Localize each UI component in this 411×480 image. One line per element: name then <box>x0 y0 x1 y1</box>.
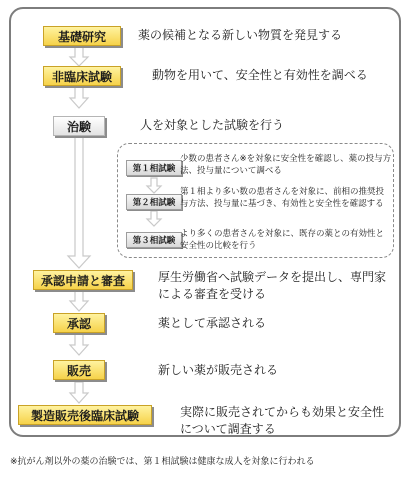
stage-label: 基礎研究 <box>57 29 106 44</box>
footnote: ※抗がん剤以外の薬の治験では、第１相試験は健康な成人を対象に行われる <box>10 457 315 467</box>
phase-3-label: 第３相試験 <box>126 232 182 248</box>
stage-basic-research-description: 薬の候補となる新しい物質を発見する <box>138 28 343 42</box>
stage-basic-research <box>43 26 121 46</box>
phase-1-description: 少数の患者さん※を対象に安全性を確認し、薬の投与方法、投与量について調べる <box>180 154 392 176</box>
phase-2-description: 第１相より多い数の患者さんを対象に、前相の推奨投与方法、投与量に基づき、有効性と安全性を確認する <box>180 187 385 209</box>
stage-nonclinical-test <box>43 66 121 86</box>
stage-approval <box>53 313 105 333</box>
stage-post-marketing-trial-description: 実際に販売されてからも効果と安全性について調査する <box>180 405 385 436</box>
stage-clinical-trial-description: 人を対象とした試験を行う <box>140 118 285 132</box>
stage-clinical-trial <box>53 116 105 136</box>
stage-nonclinical-test-description: 動物を用いて、安全性と有効性を調べる <box>152 68 368 82</box>
arrow-down-3 <box>68 136 90 268</box>
stage-post-marketing-trial <box>18 405 152 425</box>
stage-label: 非臨床試験 <box>51 69 112 84</box>
arrow-down-5 <box>70 334 88 355</box>
stage-approval-description: 薬として承認される <box>158 316 267 330</box>
stage-label: 承認 <box>66 316 91 331</box>
stage-approval-application-description: 厚生労働省へ試験データを提出し、専門家による審査を受ける <box>158 270 387 301</box>
stage-label: 製造販売後臨床試験 <box>30 408 139 423</box>
arrow-down-6 <box>70 382 88 403</box>
stage-approval-application <box>33 270 133 290</box>
phase-3-description: より多くの患者さんを対象に、既存の薬との有効性と安全性の比較を行う <box>180 229 385 251</box>
stage-label: 販売 <box>66 363 91 378</box>
phase-1-label: 第１相試験 <box>126 160 182 176</box>
arrow-down-1 <box>70 47 88 66</box>
stage-label: 治験 <box>66 119 91 134</box>
arrow-down-4 <box>70 291 88 311</box>
arrow-down-2 <box>70 87 88 108</box>
stage-label: 承認申請と審査 <box>40 273 125 288</box>
stage-sales-description: 新しい薬が販売される <box>158 363 279 377</box>
stage-sales <box>53 360 105 380</box>
phase-2-label: 第２相試験 <box>126 194 182 210</box>
